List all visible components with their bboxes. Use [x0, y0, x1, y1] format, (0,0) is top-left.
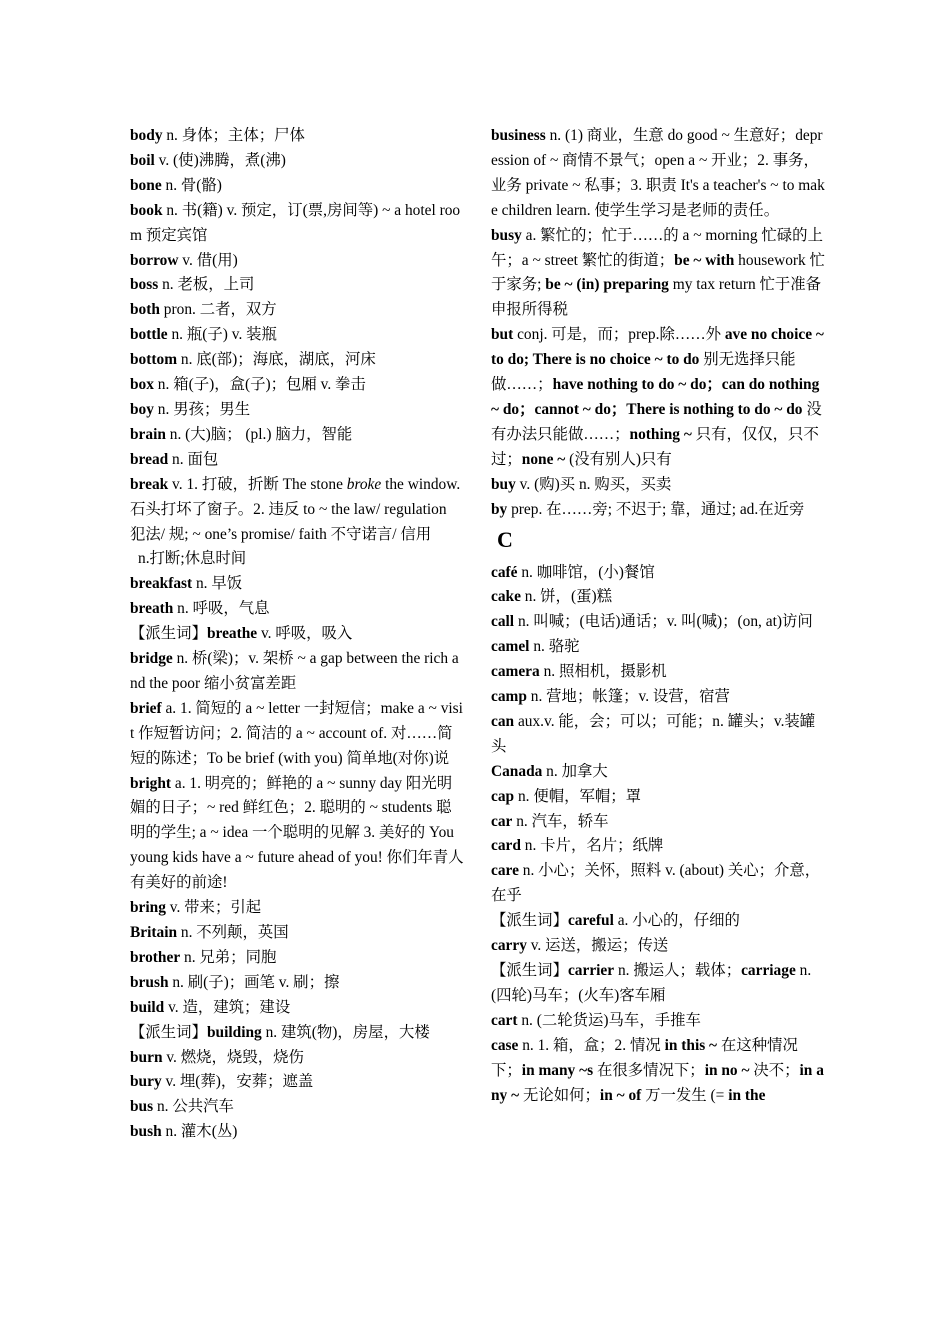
definition-text: n. 营地；帐篷；v. 设营，宿营: [526, 688, 730, 706]
definition-text: n. 咖啡馆，(小)餐馆: [517, 563, 655, 581]
dictionary-entry: [130, 1070, 464, 1095]
headword: care: [491, 862, 519, 880]
headword: case: [491, 1036, 519, 1054]
dictionary-entry: [130, 249, 464, 274]
dictionary-entry: [130, 772, 464, 897]
definition-text: n. 箱(子)，盒(子)；包厢 v. 拳击: [153, 376, 366, 394]
headword: breathe: [206, 625, 258, 643]
definition-text: 别无选择只能做……；: [491, 351, 796, 394]
right-column: [491, 124, 825, 1108]
definition-text: n. 骆驼: [529, 638, 580, 656]
left-column: [130, 124, 464, 1145]
definition-text: a. 1. 明亮的；鲜艳的 a ~ sunny day 阳光明媚的日子；~ red 鲜红色；2. 聪明的 ~ students 聪明的学生; a ~ idea 一个聪明的见解 3. 美好的 You young kids have a ~ future ahead of you! 你们年青人有美好的前途!: [130, 774, 464, 892]
dictionary-entry: [491, 498, 825, 523]
definition-text: 没有办法只能做……；: [491, 400, 822, 443]
headword: break: [130, 475, 169, 493]
phrase: in no ~: [704, 1061, 750, 1079]
definition-text: housework 忙于家务;: [491, 251, 825, 294]
dictionary-entry: [130, 547, 464, 572]
dictionary-entry: [491, 323, 825, 472]
headword: cart: [491, 1011, 518, 1029]
definition-text: 决不；: [749, 1061, 800, 1079]
headword: box: [130, 376, 154, 394]
definition-text: n. 书(籍) v. 预定，订(票,房间等) ~ a hotel room 预定宾馆: [130, 201, 461, 244]
headword: burn: [130, 1048, 163, 1066]
dictionary-entry: [491, 660, 825, 685]
phrase: in the: [728, 1086, 766, 1104]
dictionary-entry: [491, 909, 825, 934]
definition-text: n. 老板，上司: [158, 276, 255, 294]
headword: bush: [130, 1123, 162, 1141]
headword: breath: [130, 600, 174, 618]
dictionary-entry: [130, 423, 464, 448]
dictionary-entry: [491, 859, 825, 909]
definition-text: n. 卡片，名片；纸牌: [520, 837, 664, 855]
phrase: have nothing to do ~ do；can do nothing ~ do；cannot ~ do；There is nothing to do ~ do: [491, 376, 820, 418]
definition-text: pron. 二者，双方: [159, 301, 277, 319]
definition-text: v. 带来；引起: [165, 899, 262, 917]
phrase: be ~ with: [674, 251, 735, 269]
definition-text: n. 饼，(蛋)糕: [520, 588, 612, 606]
definition-text: aux.v. 能，会；可以；可能；n. 罐头；v.装罐头: [491, 712, 816, 755]
headword: bright: [130, 774, 172, 792]
dictionary-entry: [491, 610, 825, 635]
headword: cake: [491, 588, 521, 606]
section-letter-heading: C: [497, 526, 513, 552]
definition-text: n. 公共汽车: [153, 1098, 234, 1116]
phrase: in this ~: [664, 1036, 718, 1054]
definition-text: 【派生词】: [130, 625, 207, 643]
dictionary-entry: [130, 697, 464, 772]
definition-text: n. 叫喊；(电话)通话；v. 叫(喊)；(on, at)访问: [514, 613, 813, 631]
definition-text: v. 呼吸，吸入: [257, 625, 353, 643]
definition-text: a. 繁忙的；忙于……的 a ~ morning 忙碌的上午；a ~ street 繁忙的街道；: [491, 226, 823, 269]
headword: carriage: [741, 962, 796, 979]
phrase: in many ~s: [521, 1061, 594, 1079]
dictionary-entry: [491, 685, 825, 710]
headword: bury: [130, 1073, 162, 1091]
definition-text: n. 桥(梁)；v. 架桥 ~ a gap between the rich and the poor 缩小贫富差距: [130, 650, 459, 692]
definition-text: n. (四轮)马车；(火车)客车厢: [491, 962, 812, 1004]
dictionary-entry: [130, 199, 464, 249]
headword: café: [491, 563, 518, 581]
headword: bread: [130, 450, 169, 468]
dictionary-entry: [130, 622, 464, 647]
definition-text: n. 不列颠，英国: [177, 924, 289, 941]
dictionary-entry: [130, 921, 464, 946]
definition-text: n. 底(部)；海底，湖底，河床: [177, 351, 376, 369]
definition-text: prep. 在……旁; 不迟于; 靠，通过; ad.在近旁: [507, 500, 805, 518]
section-b-continued: [491, 124, 825, 523]
phrase: nothing ~: [629, 425, 692, 443]
definition-text: 无论如何；: [519, 1086, 600, 1104]
dictionary-entry: [491, 959, 825, 1009]
phrase: ave no choice ~ to do; There is no choice ~ to do: [491, 326, 824, 369]
dictionary-entry: [491, 1034, 825, 1109]
definition-text: 【派生词】: [491, 912, 568, 930]
dictionary-entry: [130, 298, 464, 323]
dictionary-entry: [491, 124, 825, 224]
definition-text: v. (购)买 n. 购买，买卖: [515, 475, 672, 493]
headword: card: [491, 837, 521, 855]
definition-text: n. 搬运人；载体；: [614, 962, 742, 979]
definition-text: v. 1. 打破，折断 The stone: [168, 475, 347, 493]
headword: by: [491, 500, 508, 518]
dictionary-entry: [130, 323, 464, 348]
definition-text: conj. 可是，而；prep.除……外: [513, 326, 725, 344]
headword: building: [206, 1023, 262, 1041]
headword: camera: [491, 663, 540, 681]
section-c: [491, 561, 825, 1109]
dictionary-entry: [491, 635, 825, 660]
definition-text: n. (1) 商业，生意 do good ~ 生意好；depression of ~ 商情不景气；open a ~ 开业；2. 事务，业务 private ~ 私事；3. 职责 It's a teacher's ~ to make children learn. 使学生学习是老师的责任。: [491, 127, 825, 219]
headword: bring: [130, 899, 166, 917]
definition-text: n. 灌木(丛): [161, 1123, 238, 1141]
definition-text: n. 小心；关怀，照料 v. (about) 关心；介意，在乎: [491, 862, 821, 905]
dictionary-entry: [491, 473, 825, 498]
definition-text: (没有别人)只有: [565, 450, 672, 468]
dictionary-entry: [130, 996, 464, 1021]
dictionary-entry: [130, 348, 464, 373]
headword: bottom: [130, 351, 178, 369]
definition-text: n. (大)脑； (pl.) 脑力，智能: [165, 425, 353, 443]
headword: camp: [491, 688, 527, 706]
headword: busy: [491, 226, 522, 244]
headword: call: [491, 613, 515, 631]
headword: business: [491, 127, 546, 144]
headword: cap: [491, 787, 515, 805]
definition-text: v. 运送，搬运；传送: [526, 937, 669, 955]
headword: brother: [130, 948, 181, 966]
headword: can: [491, 712, 515, 730]
definition-text: n. 建筑(物)，房屋，大楼: [261, 1023, 430, 1041]
headword: camel: [491, 638, 530, 656]
definition-text: n. 面包: [168, 450, 219, 468]
definition-text: n. 兄弟；同胞: [180, 948, 277, 966]
dictionary-entry: [130, 398, 464, 423]
definition-text: n. 照相机，摄影机: [539, 663, 667, 681]
definition-text: n. 身体；主体；尸体: [162, 127, 305, 144]
definition-text: the window. 石头打坏了窗子。2. 违反 to ~ the law/ regulation 犯法/ 规; ~ one’s promise/ faith 不守诺言/ 信用: [130, 475, 461, 543]
dictionary-entry: [130, 896, 464, 921]
dictionary-entry: [130, 124, 464, 149]
definition-text: 【派生词】: [491, 962, 568, 979]
definition-text: v. 埋(葬)，安葬；遮盖: [161, 1073, 314, 1091]
headword: brief: [130, 699, 162, 717]
dictionary-entry: [130, 149, 464, 174]
definition-text: n. 刷(子)；画笔 v. 刷；擦: [168, 973, 340, 991]
definition-text: n. 骨(骼): [161, 176, 222, 194]
dictionary-entry: [130, 473, 464, 548]
dictionary-entry: [130, 1021, 464, 1046]
dictionary-entry: [130, 448, 464, 473]
phrase: in any ~: [491, 1061, 824, 1104]
headword: Canada: [491, 762, 543, 780]
phrase: be ~ (in) preparing: [545, 276, 669, 294]
definition-text: v. 借(用): [178, 251, 238, 269]
definition-text: 在很多情况下；: [593, 1061, 705, 1079]
dictionary-entry: [130, 971, 464, 996]
dictionary-entry: [491, 934, 825, 959]
dictionary-entry: [130, 1120, 464, 1145]
headword: boss: [130, 276, 159, 294]
headword: Britain: [130, 924, 178, 941]
headword: both: [130, 301, 160, 319]
dictionary-entry: [491, 585, 825, 610]
headword: buy: [491, 475, 516, 493]
definition-text: my tax return 忙于准备申报所得税: [491, 276, 822, 319]
definition-text: broke: [346, 475, 382, 493]
definition-text: n. 便帽，军帽；罩: [514, 787, 642, 805]
headword: boil: [130, 151, 155, 169]
dictionary-entry: [130, 273, 464, 298]
dictionary-entry: [130, 597, 464, 622]
headword: bridge: [130, 650, 173, 668]
dictionary-entry: [491, 1009, 825, 1034]
headword: brain: [130, 425, 166, 443]
dictionary-entry: [491, 760, 825, 785]
headword: book: [130, 201, 163, 219]
dictionary-entry: [130, 1095, 464, 1120]
definition-text: 万一发生 (=: [641, 1086, 729, 1104]
definition-text: v. (使)沸腾，煮(沸): [154, 151, 286, 169]
headword: breakfast: [130, 575, 193, 593]
definition-text: n. 男孩；男生: [153, 400, 251, 418]
headword: borrow: [130, 251, 179, 269]
headword: carry: [491, 937, 527, 955]
definition-text: n.打断;休息时间: [138, 550, 247, 568]
definition-text: n. (二轮货运)马车，手推车: [517, 1011, 701, 1029]
headword: car: [491, 812, 513, 830]
definition-text: a. 1. 简短的 a ~ letter 一封短信；make a ~ visit 作短暂访问；2. 简洁的 a ~ account of. 对……简短的陈述；To be brief (with you) 简单地(对你)说: [130, 699, 463, 767]
headword: brush: [130, 973, 169, 991]
dictionary-entry: [130, 1046, 464, 1071]
phrase: none ~: [521, 450, 566, 468]
dictionary-entry: [130, 946, 464, 971]
dictionary-entry: [491, 785, 825, 810]
definition-text: n. 加拿大: [542, 762, 608, 780]
definition-text: 在这种情况下；: [491, 1036, 798, 1079]
headword: build: [130, 998, 165, 1016]
dictionary-entry: [130, 572, 464, 597]
definition-text: n. 瓶(子) v. 装瓶: [167, 326, 277, 344]
phrase: in ~ of: [599, 1086, 642, 1104]
dictionary-entry: [491, 561, 825, 586]
definition-text: 只有，仅仅，只不过；: [491, 425, 819, 468]
headword: careful: [567, 912, 614, 930]
dictionary-entry: [491, 224, 825, 324]
dictionary-entry: [130, 647, 464, 697]
dictionary-entry: [130, 174, 464, 199]
headword: bone: [130, 176, 162, 194]
headword: carrier: [567, 962, 615, 979]
dictionary-entry: [491, 810, 825, 835]
headword: bus: [130, 1098, 154, 1116]
dictionary-entry: [491, 834, 825, 859]
definition-text: a. 小心的，仔细的: [613, 912, 740, 930]
definition-text: v. 造，建筑；建设: [164, 998, 291, 1016]
definition-text: n. 汽车，轿车: [512, 812, 609, 830]
definition-text: n. 早饭: [192, 575, 243, 593]
definition-text: n. 1. 箱，盒；2. 情况: [518, 1036, 665, 1054]
dictionary-entry: [130, 373, 464, 398]
definition-text: 【派生词】: [130, 1023, 207, 1041]
headword: boy: [130, 400, 154, 418]
headword: but: [491, 326, 514, 344]
headword: bottle: [130, 326, 168, 344]
definition-text: v. 燃烧，烧毁，烧伤: [162, 1048, 304, 1066]
definition-text: n. 呼吸，气息: [173, 600, 270, 618]
dictionary-entry: [491, 710, 825, 760]
headword: body: [130, 127, 163, 144]
